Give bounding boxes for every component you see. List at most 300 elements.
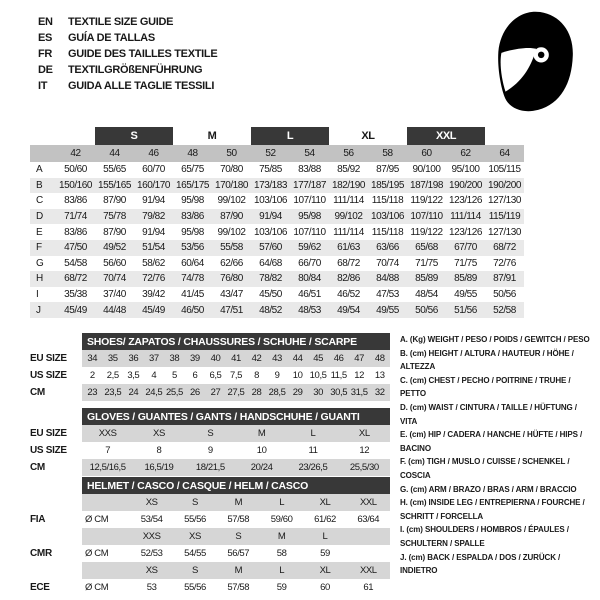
helmet-value-row	[30, 545, 390, 562]
size-value-cell: 87/95	[376, 164, 399, 176]
value-cell: 43	[272, 353, 282, 364]
size-value-cell: 91/94	[251, 209, 290, 225]
value-cell: 8	[156, 445, 162, 456]
row-label-eu-size: EU SIZE	[30, 428, 67, 439]
size-value-cell: 61/63	[329, 240, 368, 256]
helmet-title: HELMET / CASCO / CASQUE / HELM / CASCO	[82, 477, 390, 494]
size-value-cell: 52/58	[485, 302, 524, 318]
main-size-table	[30, 127, 524, 318]
size-value-cell: 75/78	[95, 209, 134, 225]
helmet-value-cell: 55/56	[184, 582, 206, 593]
column-header-44: 44	[95, 145, 134, 162]
diameter-unit-cell: Ø CM	[85, 582, 109, 593]
value-cell: 23	[87, 387, 98, 398]
size-value-cell: 45/50	[259, 289, 282, 301]
size-value-cell: 51/56	[446, 302, 485, 318]
size-value-cell: 95/100	[451, 164, 480, 176]
size-value-cell: 41/45	[181, 289, 204, 301]
size-value-cell: 107/110	[407, 209, 446, 225]
helmet-size-cell: M	[234, 497, 243, 508]
value-cell: 30	[313, 387, 324, 398]
helmet-value-cell: 53/54	[140, 514, 163, 525]
size-value-cell: 165/175	[173, 178, 212, 194]
row-label-i: I	[36, 289, 39, 301]
value-cell: 37	[148, 353, 159, 364]
row-values	[82, 425, 390, 442]
table-row	[30, 425, 390, 442]
size-value-cell: 85/89	[446, 271, 485, 287]
spacer-cell	[82, 494, 130, 511]
size-value-cell: 47/50	[56, 240, 95, 256]
helmet-value-cell: 55/56	[184, 514, 206, 525]
helmet-value-cell: 58	[276, 548, 287, 559]
helmet-size-cell: XL	[319, 565, 331, 576]
row-label-a: A	[36, 164, 43, 176]
size-value-cell: 75/85	[259, 164, 282, 176]
helmet-value-row	[30, 579, 390, 596]
size-value-cell: 87/90	[103, 195, 126, 207]
value-cell: 3,5	[127, 370, 140, 381]
size-value-cell: 68/72	[485, 240, 524, 256]
value-cell: S	[207, 428, 214, 439]
value-cell: 12,5/16,5	[89, 462, 126, 473]
helmet-size-cell: L	[322, 531, 328, 542]
helmet-rows	[30, 494, 390, 596]
size-value-cell: 39/42	[142, 289, 165, 301]
size-value-cell: 107/110	[293, 195, 326, 207]
lang-code: DE	[38, 64, 53, 76]
row-values	[82, 459, 390, 476]
value-cell: 28	[251, 387, 262, 398]
legend-item-i: I. (cm) SHOULDERS / HOMBROS / ÉPAULES / SCHULTERN / SPALLE	[400, 525, 569, 548]
helmet-size-cell: XXL	[359, 497, 377, 508]
size-value-cell: 44/48	[95, 302, 134, 318]
lang-code: FR	[38, 48, 53, 60]
lang-line-fr	[38, 46, 217, 62]
size-value-cell: 48/52	[251, 302, 290, 318]
size-value-cell: 74/78	[173, 271, 212, 287]
helmet-size-row	[30, 562, 390, 579]
size-value-cell: 76/80	[212, 271, 251, 287]
column-header-42: 42	[56, 145, 95, 162]
size-value-cell: 173/183	[251, 178, 290, 194]
size-value-cell: 111/114	[446, 209, 485, 225]
helmet-size-cell: XS	[189, 531, 201, 542]
size-value-cell: 95/98	[181, 226, 204, 238]
helmet-value-cell: 54/55	[184, 548, 206, 559]
column-header-52: 52	[251, 145, 290, 162]
size-value-cell: 48/54	[415, 289, 438, 301]
value-cell: 6	[192, 370, 198, 381]
size-value-cell: 59/62	[290, 240, 329, 256]
size-value-cell: 65/68	[407, 240, 446, 256]
row-values	[82, 494, 390, 511]
size-value-cell: 85/89	[407, 271, 446, 287]
value-cell: 9	[274, 370, 280, 381]
size-value-cell: 45/49	[134, 302, 173, 318]
value-cell: 31,5	[350, 387, 368, 398]
size-value-cell: 55/65	[103, 164, 126, 176]
lang-code: EN	[38, 16, 53, 28]
column-header-56: 56	[329, 145, 368, 162]
size-value-cell: 155/165	[95, 178, 134, 194]
size-value-cell: 45/49	[56, 302, 95, 318]
size-value-cell: 48/53	[290, 302, 329, 318]
value-cell: 41	[231, 353, 241, 364]
value-cell: 24,5	[145, 387, 163, 398]
table-row	[30, 384, 390, 401]
helmet-size-cell: L	[279, 497, 285, 508]
lang-text: GUIDE DES TAILLES TEXTILE	[68, 48, 218, 60]
helmet-value-cell: 60	[320, 582, 330, 593]
size-value-cell: 58/62	[142, 257, 165, 269]
helmet-size-cell: S	[192, 565, 198, 576]
size-value-cell: 78/82	[251, 271, 290, 287]
row-label-g: G	[36, 257, 44, 269]
size-value-cell: 127/130	[488, 226, 521, 238]
legend-item-j: J. (cm) BACK / ESPALDA / DOS / ZURÜCK / INDIETRO	[400, 552, 561, 576]
racing-helmet-icon	[487, 10, 577, 114]
helmet-size-row	[30, 528, 390, 545]
size-value-cell: 80/84	[290, 271, 329, 287]
size-value-cell: 62/66	[220, 257, 243, 269]
value-cell: 9	[207, 445, 213, 456]
size-value-cell: 87/91	[485, 271, 524, 287]
table-row	[30, 459, 390, 476]
lang-line-it	[38, 78, 217, 94]
measurement-legend	[400, 333, 592, 578]
lang-text: TEXTILGRÖßENFÜHRUNG	[68, 64, 203, 76]
value-cell: 45	[313, 353, 324, 364]
size-value-cell: 65/75	[181, 164, 204, 176]
row-label-us-size: US SIZE	[30, 445, 67, 456]
size-value-cell: 49/52	[95, 240, 134, 256]
column-header-46: 46	[134, 145, 173, 162]
size-value-cell: 127/130	[488, 195, 521, 207]
helmet-value-cell: 59/60	[270, 514, 293, 525]
size-value-cell: 84/88	[368, 271, 407, 287]
size-value-cell: 150/160	[56, 178, 95, 194]
value-cell: 27	[210, 387, 221, 398]
size-value-cell: 119/122	[410, 226, 443, 238]
size-group-spacer	[485, 127, 524, 145]
helmet-size-cell: XS	[145, 565, 158, 576]
size-value-cell: 91/94	[142, 226, 165, 238]
lang-code: ES	[38, 32, 53, 44]
value-cell: 46	[333, 353, 344, 364]
shoes-title: SHOES/ ZAPATOS / CHAUSSURES / SCHUHE / SCARPE	[82, 333, 390, 350]
diameter-unit-cell: Ø CM	[85, 514, 109, 525]
size-value-cell: 50/56	[493, 289, 516, 301]
size-group-l: L	[251, 127, 329, 145]
size-value-cell: 90/100	[412, 164, 441, 176]
helmet-value-cell: 56/57	[227, 548, 250, 559]
size-value-cell: 71/74	[56, 209, 95, 225]
size-value-cell: 177/187	[290, 178, 329, 194]
value-cell: 16,5/19	[144, 462, 174, 473]
value-cell: 11	[308, 445, 318, 456]
spacer-cell	[82, 562, 130, 579]
size-value-cell: 37/40	[103, 289, 126, 301]
row-values	[82, 579, 390, 596]
value-cell: 4	[151, 370, 157, 381]
value-cell: XL	[358, 428, 370, 439]
size-value-cell: 68/72	[337, 257, 360, 269]
helmet-size-cell: M	[277, 531, 286, 542]
lang-text: GUÍA DE TALLAS	[68, 32, 155, 44]
size-value-cell: 72/76	[493, 257, 516, 269]
value-cell: 35	[107, 353, 118, 364]
size-value-cell: 123/126	[449, 226, 482, 238]
size-value-cell: 55/58	[212, 240, 251, 256]
row-label-h: H	[30, 271, 56, 287]
size-value-cell: 60/64	[181, 257, 204, 269]
lang-line-en	[38, 14, 217, 30]
table-row	[30, 350, 390, 367]
column-header-58: 58	[368, 145, 407, 162]
value-cell: 47	[354, 353, 365, 364]
column-header-blank	[30, 145, 56, 162]
size-value-cell: 185/195	[368, 178, 407, 194]
size-value-cell: 71/75	[415, 257, 438, 269]
legend-item-a: A. (Kg) WEIGHT / PESO / POIDS / GEWITCH / PESO	[400, 335, 590, 344]
size-value-cell: 56/60	[103, 257, 126, 269]
size-value-cell: 190/200	[446, 178, 485, 194]
column-header-60: 60	[407, 145, 446, 162]
size-value-cell: 103/106	[254, 195, 287, 207]
row-label-cm: CM	[30, 462, 45, 473]
helmet-value-cell: 59	[320, 548, 330, 559]
value-cell: 25,5/30	[349, 462, 379, 473]
row-label-d: D	[30, 209, 56, 225]
value-cell: 11,5	[330, 370, 347, 381]
legend-item-h: H. (cm) INSIDE LEG / ENTREPIERNA / FOURCHE / SCHRITT / FORCELLA	[400, 498, 585, 521]
value-cell: 23/26,5	[298, 462, 328, 473]
size-value-cell: 160/170	[134, 178, 173, 194]
size-value-cell: 187/198	[407, 178, 446, 194]
size-value-cell: 57/60	[251, 240, 290, 256]
size-value-cell: 49/54	[329, 302, 368, 318]
value-cell: 10	[256, 445, 267, 456]
row-label-cm: CM	[30, 387, 45, 398]
legend-item-d: D. (cm) WAIST / CINTURA / TAILLE / HÜFTUNG / VITA	[400, 402, 577, 426]
size-value-cell: 111/114	[333, 226, 364, 238]
size-group-xl: XL	[361, 130, 375, 142]
row-label-blank	[30, 494, 82, 511]
size-value-cell: 70/74	[376, 257, 399, 269]
size-value-cell: 50/56	[407, 302, 446, 318]
row-label-blank	[30, 562, 82, 579]
column-header-50: 50	[212, 145, 251, 162]
size-value-cell: 83/86	[173, 209, 212, 225]
row-label-fia: FIA	[30, 514, 46, 525]
legend-item-g: G. (cm) ARM / BRAZO / BRAS / ARM / BRACCIO	[400, 484, 577, 494]
size-value-cell: 91/94	[142, 195, 165, 207]
gloves-section	[30, 408, 390, 476]
size-value-cell: 46/52	[337, 289, 360, 301]
size-value-cell: 99/102	[329, 209, 368, 225]
helmet-value-cell: 57/58	[227, 514, 250, 525]
size-value-cell: 79/82	[134, 209, 173, 225]
column-header-54: 54	[290, 145, 329, 162]
value-cell: 30,5	[330, 387, 348, 398]
size-value-cell: 70/74	[95, 271, 134, 287]
size-value-cell: 119/122	[410, 195, 443, 207]
legend-item-f: F. (cm) TIGH / MUSLO / CUISSE / SCHENKEL / COSCIA	[400, 457, 570, 480]
helmet-size-row	[30, 494, 390, 511]
size-value-cell: 115/118	[371, 195, 404, 207]
row-label-b: B	[30, 178, 56, 194]
value-cell: M	[257, 428, 266, 439]
size-value-cell: 115/118	[371, 226, 404, 238]
shoes-section	[30, 333, 390, 401]
size-value-cell: 87/90	[212, 209, 251, 225]
column-header-62: 62	[446, 145, 485, 162]
size-value-cell: 64/68	[259, 257, 282, 269]
diameter-unit-cell: Ø CM	[85, 548, 109, 559]
helmet-size-cell: XXL	[359, 565, 377, 576]
value-cell: 10	[292, 370, 303, 381]
size-group-xxl: XXL	[407, 127, 485, 145]
value-cell: 40	[210, 353, 221, 364]
size-value-cell: 87/90	[103, 226, 126, 238]
size-value-cell: 35/38	[64, 289, 87, 301]
size-group-spacer	[30, 127, 95, 145]
helmet-value-cell: 61	[363, 582, 374, 593]
size-value-cell: 83/86	[64, 195, 87, 207]
value-cell: 44	[292, 353, 303, 364]
size-value-cell: 63/66	[368, 240, 407, 256]
size-value-cell: 50/60	[64, 164, 87, 176]
value-cell: 10,5	[309, 370, 327, 381]
size-value-cell: 190/200	[485, 178, 524, 194]
size-value-cell: 68/72	[56, 271, 95, 287]
size-value-cell: 95/98	[290, 209, 329, 225]
helmet-size-cell: L	[279, 565, 285, 576]
row-values	[82, 367, 390, 384]
size-value-cell: 99/102	[217, 226, 246, 238]
lang-text: GUIDA ALLE TAGLIE TESSILI	[68, 80, 215, 92]
size-value-cell: 105/115	[488, 164, 521, 176]
value-cell: 36	[128, 353, 139, 364]
helmet-size-cell: XXS	[142, 531, 161, 542]
value-cell: 23,5	[104, 387, 122, 398]
value-cell: 7,5	[229, 370, 242, 381]
value-cell: 39	[190, 353, 200, 364]
table-row	[30, 442, 390, 459]
helmet-section	[30, 477, 390, 596]
size-value-cell: 85/92	[337, 164, 360, 176]
size-value-cell: 47/51	[212, 302, 251, 318]
value-cell: 25,5	[165, 387, 183, 398]
size-value-cell: 53/56	[173, 240, 212, 256]
size-value-cell: 72/76	[134, 271, 173, 287]
row-values	[82, 384, 390, 401]
helmet-value-cell: 61/62	[314, 514, 336, 525]
row-values	[82, 562, 390, 579]
row-values	[82, 511, 390, 528]
value-cell: 12	[354, 370, 365, 381]
helmet-size-cell: S	[192, 497, 198, 508]
value-cell: XXS	[98, 428, 117, 439]
size-value-cell: 60/70	[142, 164, 165, 176]
value-cell: 5	[171, 370, 177, 381]
helmet-value-cell: 53	[146, 582, 157, 593]
size-group-s: S	[95, 127, 173, 145]
helmet-value-cell: 59	[276, 582, 287, 593]
row-label-e: E	[36, 226, 43, 238]
row-label-f: F	[30, 240, 56, 256]
value-cell: 28,5	[268, 387, 286, 398]
size-value-cell: 170/180	[212, 178, 251, 194]
size-value-cell: 111/114	[333, 195, 364, 207]
size-value-cell: 46/50	[173, 302, 212, 318]
spacer-cell	[82, 528, 130, 545]
helmet-size-cell: S	[235, 531, 242, 542]
value-cell: 48	[374, 353, 385, 364]
row-values	[82, 545, 390, 562]
gloves-title: GLOVES / GUANTES / GANTS / HANDSCHUHE / GUANTI	[82, 408, 390, 425]
row-values	[82, 528, 390, 545]
value-cell: 42	[251, 353, 262, 364]
size-value-cell: 67/70	[446, 240, 485, 256]
value-cell: 26	[190, 387, 200, 398]
size-value-cell: 43/47	[220, 289, 243, 301]
helmet-size-cell	[347, 528, 390, 545]
value-cell: 8	[254, 370, 259, 381]
value-cell: 32	[374, 387, 385, 398]
row-label-c: C	[36, 195, 43, 207]
size-value-cell: 103/106	[254, 226, 287, 238]
size-value-cell: 46/51	[298, 289, 321, 301]
size-value-cell: 123/126	[449, 195, 482, 207]
size-value-cell: 82/86	[329, 271, 368, 287]
value-cell: 24	[128, 387, 139, 398]
size-value-cell: 83/88	[298, 164, 321, 176]
column-header-48: 48	[173, 145, 212, 162]
size-value-cell: 95/98	[181, 195, 204, 207]
helmet-size-cell: M	[234, 565, 243, 576]
value-cell: L	[310, 428, 316, 439]
row-label-cmr: CMR	[30, 548, 52, 559]
helmet-value-cell	[347, 545, 390, 562]
lang-text: TEXTILE SIZE GUIDE	[68, 16, 174, 28]
size-value-cell: 70/80	[220, 164, 243, 176]
gloves-rows	[30, 425, 390, 476]
size-group-m: M	[207, 130, 217, 142]
legend-item-c: C. (cm) CHEST / PECHO / POITRINE / TRUHE / PETTO	[400, 375, 571, 399]
value-cell: 38	[169, 353, 180, 364]
size-value-cell: 49/55	[368, 302, 407, 318]
row-label-eu-size: EU SIZE	[30, 353, 67, 364]
row-label-ece: ECE	[30, 582, 50, 593]
size-value-cell: 66/70	[298, 257, 321, 269]
helmet-value-cell: 63/64	[357, 514, 380, 525]
value-cell: XS	[153, 428, 165, 439]
value-cell: 2,5	[106, 370, 119, 381]
helmet-size-cell: XL	[319, 497, 331, 508]
row-label-blank	[30, 528, 82, 545]
value-cell: 13	[374, 370, 385, 381]
row-label-us-size: US SIZE	[30, 370, 67, 381]
size-value-cell: 54/58	[64, 257, 87, 269]
value-cell: 7	[105, 445, 111, 456]
lang-code: IT	[38, 80, 48, 92]
size-value-cell: 115/119	[485, 209, 524, 225]
size-value-cell: 182/190	[329, 178, 368, 194]
row-values	[82, 350, 390, 367]
row-label-j: J	[30, 302, 56, 318]
